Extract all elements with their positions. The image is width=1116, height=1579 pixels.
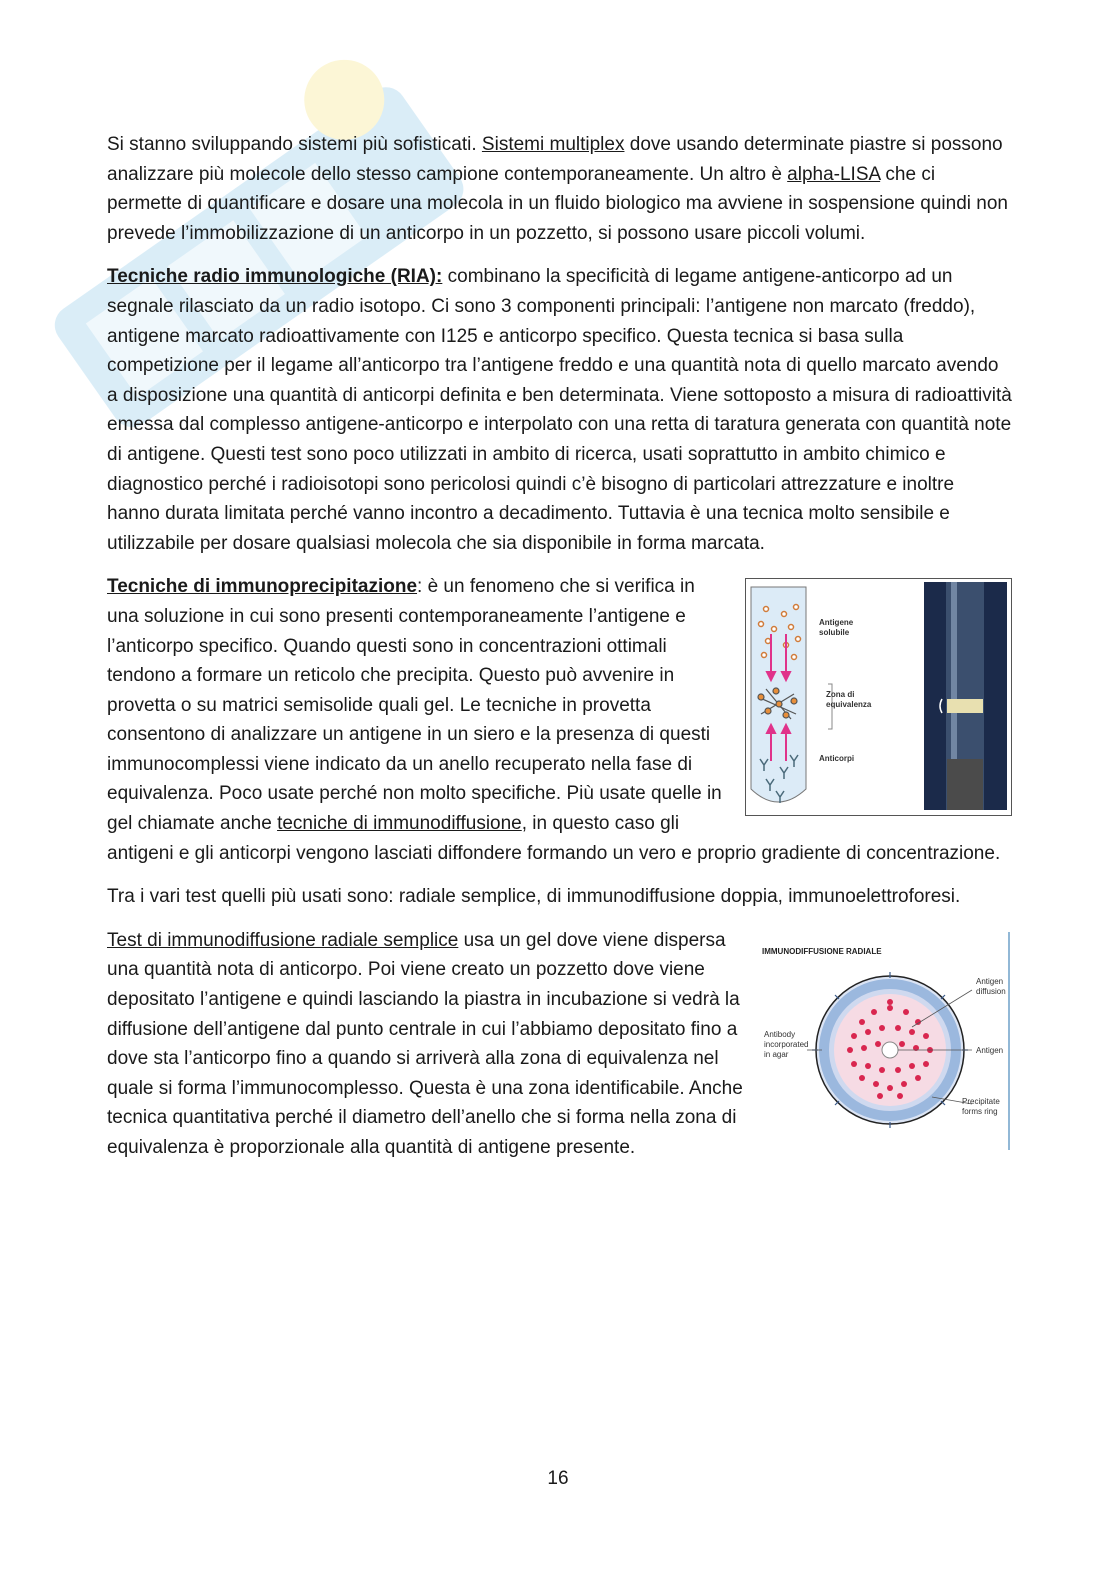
label-antibody-1: Antibody [764,1029,796,1039]
label-antibodies: Anticorpi [819,754,855,764]
paragraph-multiplex [107,130,1012,248]
label-antigen-diffusion-2: diffusion [976,986,1006,996]
term-alpha-lisa: alpha-LISA [787,163,881,185]
label-precipitate-1: Precipitate [962,1096,1000,1106]
label-equivalence-1: Zona di [826,690,855,700]
paragraph-radial-diffusion [107,926,1012,1163]
heading-ria: Tecniche radio immunologiche (RIA): [107,266,443,288]
term-immunodiffusion: tecniche di immunodiffusione [277,813,522,835]
figure-test-tube-precipitation [745,578,1012,816]
page-content [107,130,1012,1163]
label-antibody-2: incorporated [764,1039,809,1049]
paragraph-tests: Tra i vari test quelli più usati sono: radiale semplice, di immunodiffusione doppia, immunoelettroforesi. [107,886,961,908]
label-precipitate-2: forms ring [962,1106,998,1116]
figure-radial-immunodiffusion [762,932,1012,1150]
figure-title: IMMUNODIFFUSIONE RADIALE [762,946,882,956]
label-antibody-3: in agar [764,1049,789,1059]
paragraph-ria [107,262,1012,558]
label-antigen-soluble-2: solubile [819,628,850,638]
text-span: Si stanno sviluppando sistemi più sofisticati. [107,134,482,155]
text-span: dove usando determinate piastre si possono analizzare più molecole dello stesso campione contemporaneamente. Un altro è [107,134,1003,185]
label-antigen-diffusion-1: Antigen [976,976,1004,986]
label-antigen-soluble-1: Antigene [819,618,854,628]
term-multiplex: Sistemi multiplex [481,134,625,155]
text-span: , in questo caso gli antigeni e gli anticorpi vengono lasciati diffondere formando un vero e proprio gradiente di concentrazione. [107,813,1001,864]
text-span: : è un fenomeno che si verifica in una soluzione in cui sono presenti contemporaneamente l’antigene e l’anticorpo specifico. Quando questi sono in concentrazioni ottimali tendono a formare un reticolo che precipita. Questo può avvenire in provetta o su matrici semisolide quali gel. Le tecniche in provetta consentono di analizzare un antigene in un siero e la presenza di questi immunocomplessi viene indicato da un anello recuperato nella fase di equivalenza. Poco usate perché non molto specifiche. Più usate quelle in gel chiamate anche [107,576,722,835]
heading-immunoprecipitation: Tecniche di immunoprecipitazione [107,576,418,598]
text-span: che ci permette di quantificare e dosare una molecola in un fluido biologico ma avviene in sospensione quindi non prevede l’immobilizzazione di un anticorpo in un pozzetto, si possono usare piccoli volumi. [107,163,1008,244]
text-span: usa un gel dove viene dispersa una quantità nota di anticorpo. Poi viene creato un pozzetto dove viene depositato l’antigene e quindi lasciando la piastra in incubazione si vedrà la diffusione dell’antigene dal punto centrale in cui l’abbiamo depositato fino a dove sta l’anticorpo fino a quando si arriverà alla zona di equivalenza nel quale si forma l’immunocomplesso. Questa è una zona identificabile. Anche tecnica quantitativa perché il diametro dell’anello che si forma nella zona di equivalenza è proporzionale alla quantità di antigene presente. [107,929,743,1158]
page-number: 16 [547,1468,569,1489]
label-equivalence-2: equivalenza [826,700,872,710]
paragraph-immunoprecipitation [107,572,1012,868]
term-radial-immunodiffusion: Test di immunodiffusione radiale semplice [107,929,459,951]
label-antigen: Antigen [976,1045,1004,1055]
text-span: combinano la specificità di legame antigene-anticorpo ad un segnale rilasciato da un radio isotopo. Ci sono 3 componenti principali: l’antigene non marcato (freddo), antigene marcato radioattivamente con I125 e anticorpo specifico. Questa tecnica si basa sulla competizione per il legame all’anticorpo tra l’antigene freddo e una quantità nota di quello marcato avendo a disposizione una quantità di anticorpi definita e ben determinata. Viene sottoposto a misura di radioattività emessa dal complesso antigene-anticorpo e interpolato con una retta di taratura generata con quantità note di antigene. Questi test sono poco utilizzati in ambito di ricerca, usati soprattutto in ambito chimico e diagnostico perché i radioisotopi sono pericolosi quindi c’è bisogno di particolari attrezzature e inoltre hanno durata limitata perché vanno incontro a decadimento. Tuttavia è una tecnica molto sensibile e utilizzabile per dosare qualsiasi molecola che sia disponibile in forma marcata. [107,266,1012,554]
